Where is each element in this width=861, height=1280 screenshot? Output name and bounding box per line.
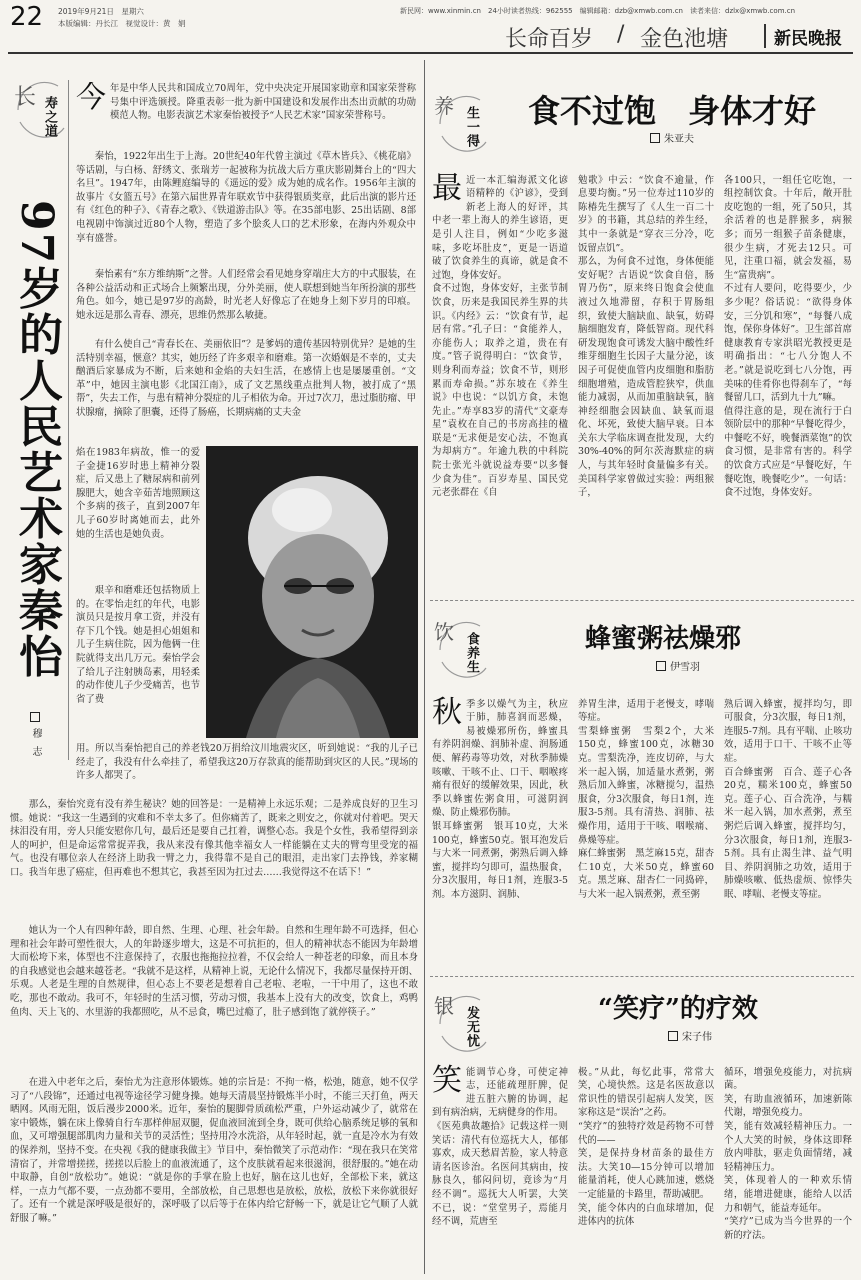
- left-side-paragraph-2: [76, 584, 200, 754]
- column-text: 勉歌》中云：“饮食不逾量，作息要均衡。”另一位寿过110岁的陈椿先生撰写了《人生一百二十岁》的书籍，其总结的养生经，其中一条就是“穿衣三分冷，吃饭留点饥”。 那么，为何食不过饱，身体便能安好呢？古语说“饮食自倍，肠胃乃伤”，原来终日饱食会使血液过久地滞留，存积于胃肠组织，致使大脑缺血、缺氧，妨碍脑细胞发育，降低智商。现代科研发现饱食可诱发大脑中酸性纤维芽细胞生长因子大量分泌，该因子可促使血管内皮细胞和脂肪细胞增殖，造成管腔狭窄，供血能力减弱，从而加重脑缺氧，脑神经细胞会因缺血、缺氧而退化、坏死，致使大脑早衰。日本关东大学临床调查批发现，大约30%-40%的阿尔茨海默症的病人，与其年轻时食量偏多有关。美国科学家曾做过实验：两组猴子，: [578, 174, 714, 499]
- left-lower-paragraph-2: [10, 798, 418, 922]
- column-name: 寿之道: [42, 96, 57, 138]
- article3-col1: [432, 1052, 568, 1274]
- portrait-photo: [206, 446, 418, 738]
- column-text: 能调节心身，可使定神志，还能疏理肝脾，促进五脏六腑的协调，起到有病治病，无病健身的作用。 《医苑典故趣拾》记载这样一则笑话：清代有位巡抚大人，郁郁寡欢，成天愁眉苦脸，家人特意请名医诊治。名医问其病由，按脉良久，郁闷问切，竟诊为“月经不调”。巡抚大人听罢，大笑不已，说：“堂堂男子，焉能月经不调，荒唐至: [432, 1066, 568, 1228]
- column-mark-health: [432, 84, 492, 164]
- column-mark-diet: [432, 610, 492, 690]
- article3-author: 宋子伟: [682, 1032, 712, 1043]
- article-title: 97岁的人民艺术家秦怡: [11, 200, 62, 680]
- paragraph-text: 她认为一个人有四种年龄，即自然、生理、心理、社会年龄。自然和生理年龄不可选择，但心理和社会年龄可塑性很大，人的年龄逐步增大，这是不可抗拒的，但人的精神状态不能因为年龄增大而松垮下来，体型也不注意保持了，衣服也拖拖拉拉着，不仅会给人一种苍老的印象，而且本身的自我感觉也会越来越苍老。“我就不是这样，从精神上说，无论什么情况下，我都尽量保持开朗、乐观。人老是生理的自然规律，但心态上不要老是想着自己老啦、老啦，一干中用了，这也不敢吃，那也不敢动。我可不，年轻时的生活习惯，劳动习惯，我基本上没有大的改变，饮食上，鸡鸭鱼肉、天上飞的、水里游的我都照吃，从不忌食，嘴巴过瘾了，肚子感到饱了就停筷子。”: [10, 925, 418, 1018]
- column-text: 养胃生津，适用于老慢支，哮喘等症。 雪梨蜂蜜粥 雪梨2个，大米150克，蜂蜜100克，冰糖30克。雪梨洗净，连皮切碎，与大米一起入锅，加适量水煮粥，粥熟后加入蜂蜜，冰糖搅匀，温热服食，分3次服食，每日1剂，连服3-5剂。具有清热、润肺、祛燥作用，适用于干咳、咽喉痛、鼻燥等症。 麻仁蜂蜜粥 黑芝麻15克，甜杏仁10克，大米50克，蜂蜜60克。黑芝麻、甜杏仁一同捣碎，与大米一起入锅煮粥，煮至粥: [578, 698, 714, 900]
- drop-cap: 秋: [432, 694, 462, 730]
- intro-text: 年是中华人民共和国成立70周年，党中央决定开展国家勋章和国家荣誉称号集中评选颁授。降重表彰一批为新中国建设和发展作出杰出贡献的功勋模范人物。电影表演艺术家秦怡被授予“人民艺术家”国家荣誉称号。: [110, 83, 416, 122]
- left-lower-paragraph-4: [10, 1076, 418, 1274]
- column-char: 饮: [434, 620, 454, 644]
- contact-line: 新民网：www.xinmin.cn 24小时读者热线：962555 编辑邮箱：dzb@xmwb.com.cn 读者来信：dzlx@xmwb.com.cn: [400, 7, 796, 15]
- author-square-icon: [656, 661, 666, 671]
- left-intro: [76, 82, 416, 136]
- section-title-right: 金色池塘: [640, 27, 729, 52]
- article3-title: “笑疗”的疗效: [598, 994, 758, 1024]
- drop-cap: 今: [76, 82, 106, 115]
- paragraph-text: 用。所以当秦怡把自己的养老钱20万捐给汶川地震灾区，听到她说：“我的儿子已经走了，我没有什么牵挂了，希望我这20万存款真的能帮助到灾区的人民。”现场的许多人都哭了。: [76, 743, 418, 782]
- article3-col3: [724, 1052, 852, 1274]
- article1-col1: [432, 160, 568, 596]
- article3-author-box: [668, 1028, 712, 1043]
- page-editors: 本版编辑：丹长江 视觉设计：黄 娟: [58, 19, 186, 28]
- column-text: 近一本汇编海派文化谚语精粹的《沪谚》，受到新老上海人的好评，其中老一辈上海人的养生谚语，更是引人注目，例如“少吃多滋味，多吃坏肚皮”，更是一语道破了饮食养生的真谛，就是食不过饱，身体安好。 食不过饱，身体安好，主张节制饮食，历来是我国民养生界的共识。《内经》云：“饮食有节，起居有常。”孔子曰：“食能养人，亦能伤人；取养之道，贵在有度。”管子说得明白：“饮食节，则身利而寿益；饮食不节，则形累而寿命损。”苏东坡在《养生说》中也说：“以饥方食，未饱先止。”寿享83岁的清代“文豪寿星”袁枚在自己的书房高挂的楹联是“无求便是安心法，不饱真为却病方”。年逾九秩的中科院院士张光斗就说益寿要“以多餐少食为佳”。百岁寿星、国民党元老张群在《自: [432, 174, 568, 499]
- article1-author: 朱亚夫: [664, 134, 694, 145]
- article1-title: 食不过饱 身体才好: [528, 92, 817, 130]
- article3-col2: [578, 1052, 714, 1274]
- column-text: 极。”从此，每忆此事，常常大笑，心境快然。这是名医故意以常识性的错误引起病人发笑，医家称这是“误治”之药。 “笑疗”的独特疗效是药物不可替代的—— 笑，是保持身材苗条的最佳方法。大笑10—15分钟可以增加能量消耗，使人心跳加速，燃烧一定能量的卡路里，帮助减肥。 笑，能令体内的白血球增加，促进体内的抗体: [578, 1066, 714, 1228]
- masthead-divider: [764, 24, 766, 48]
- article2-divider: [430, 976, 854, 977]
- left-paragraph-3: [76, 338, 416, 444]
- center-column-rule: [424, 60, 425, 1274]
- column-name: 生一得: [464, 106, 479, 148]
- author-square-icon: [30, 712, 40, 722]
- drop-cap: 笑: [432, 1062, 462, 1098]
- article-author: 穆志: [30, 728, 41, 764]
- drop-cap: 最: [432, 170, 462, 206]
- issue-date: 2019年9月21日 星期六: [58, 7, 144, 16]
- left-lower-paragraph-1: [76, 742, 418, 790]
- paragraph-text: 在进入中老年之后，秦怡尤为注意形体锻炼。她的宗旨是：不拘一格，松弛，随意，她不仅学习了“八段锦”，还通过电视等途径学习健身操。她每天清晨坚持锻炼半小时，不能三天打鱼，两天晒网。风雨无阻，饭后漫步2000米。近年，秦怡的腿脚骨质疏松严重，户外运动减少了，就常在家中锻炼，躺在床上像骑自行车那样伸屈双腿，促血液回流到全身，既可供给心脑系统足够的氧和血，又可增强腿部肌肉力量和关节的灵活性；坚持用冷水洗浴，从年轻时起，就一直是冷水为有效的保养剂，坚持不变。在央视《我的健康我做主》节目中，秦怡微笑了示范动作：“现在我只在笑常清宿了，并常增搓搓，搓搓以后脸上的血液流通了，这个皮肤就看起来很滋润，很舒服的。”她在动中取静，自创“放松功”。她说：“就是你的手掌在脸上也好，脑在这儿也好，全部松下来，就这样，一点力气都不要，一点劲都不要用，全部放松，自己思想也是放松，放松，放松下来你就很好了。还有一个就是深呼吸是很好的，深呼吸了以后等于在体内给它舒畅一下，就是让它气顺了人就舒服了嘛。”: [10, 1077, 418, 1224]
- article2-author: 伊雪羽: [670, 662, 700, 673]
- column-mark-longevity: [10, 70, 70, 150]
- section-title-left: 长命百岁: [505, 27, 594, 52]
- paragraph-text: 焰在1983年病故，惟一的爱子金捷16岁时患上精神分裂症，后又患上了糖尿病和前列腺肥大，她含辛茹苦地照顾这个多病的孩子，直到2007年儿子60岁时离她而去，此外她的生活也是她负责。: [76, 447, 200, 540]
- column-char: 长: [14, 85, 37, 110]
- portrait-photo-icon: [206, 446, 418, 738]
- article2-author-box: [656, 658, 700, 673]
- header-rule: [8, 52, 853, 54]
- column-text: 季多以燥气为主，秋应于肺，肺喜润而恶燥，易被燥邪所伤，蜂蜜具有养阴润燥、润肺补虚、润肠通便、解药毒等功效，对秋季肺燥咳嗽、干咳不止、口干、咽喉疼痛有很好的缓解效果，因此，秋季以蜂蜜佐粥食用，可滋阴润燥、防止燥邪伤肺。 银耳蜂蜜粥 银耳10克，大米100克，蜂蜜50克。银耳泡发后与大米一同煮粥，粥熟后调入蜂蜜，搅拌均匀即可，温热服食，分3次服用，每日1剂，连服3-5剂。本方滋阴、润肺、: [432, 698, 568, 900]
- paragraph-text: 秦怡素有“东方维纳斯”之誉。人们经常会看见她身穿端庄大方的中式服装，在各种公益活动和正式场合上频繁出现，分外美丽，使人联想到她当年所扮演的那些角色。如今，她已是97岁的高龄，时光老人好像忘了在她身上刻下岁月的印痕。她永远是那么青春、漂亮，思维仍然那么敏捷。: [76, 269, 416, 321]
- paragraph-text: 秦怡，1922年出生于上海。20世纪40年代曾主演过《草木皆兵》、《桃花扇》等话剧，与白杨、舒绣文、张瑞芳一起被称为抗战大后方重庆影剧舞台上的“四大名旦”。1947年，由陈鲤庭编导的《遥远的爱》成为她的成名作。1956年主演的故事片《女篮五号》在第六届世界青年联欢节中获得银质奖章，此后出演的影片还有《红色的种子》、《青春之歌》、《铁道游击队》等。在35部电影、25出话剧、8部电视剧中饰演过近80个人物，塑造了多个脍炙人口的艺术形象，在海内外观众中享有盛誉。: [76, 151, 416, 244]
- page-number: 22: [10, 2, 44, 32]
- column-name: 发无忧: [464, 1006, 479, 1048]
- left-paragraph-2: [76, 268, 416, 336]
- left-side-paragraph-1: [76, 446, 200, 582]
- author-square-icon: [668, 1031, 678, 1041]
- section-slash: /: [617, 22, 625, 47]
- newspaper-masthead: 新民晚报: [774, 29, 842, 49]
- article2-title: 蜂蜜粥祛燥邪: [585, 624, 742, 654]
- column-text: 各100只，一组任它吃饱，一组控制饮食。十年后，敞开肚皮吃饱的一组，死了50只，其余活着的也是胖猴多，病猴多；而另一组猴子苗条健康，很少生病，才死去12只。可见，注重口福，就会发福，易生“富贵病”。 不过有人要问，吃得要少，少多少呢？俗话说：“欲得身体安，三分饥和寒”，“每餐八成饱，保你身体好”。卫生部首席健康教育专家洪昭光教授更是明确指出：“七八分饱人不老。”就是说吃到七八分饱，再美味的佳肴你也得刹车了，“每餐留几口，活到九十九”嘛。 值得注意的是，现在流行于白领阶层中的那种“早餐吃得少，中餐吃不好，晚餐酒菜饱”的饮食习惯，是非常有害的。科学的饮食方式应是“早餐吃好，午餐吃饱，晚餐吃少”。一句话：食不过饱，身体安好。: [724, 174, 852, 499]
- article1-col2: [578, 160, 714, 596]
- author-square-icon: [650, 133, 660, 143]
- article2-col3: [724, 684, 852, 974]
- column-text: 熟后调入蜂蜜，搅拌均匀，即可服食，分3次服，每日1剂，连服5-7剂。具有平喘、止咳功效，适用于口干、干咳不止等症。 百合蜂蜜粥 百合、莲子心各20克，糯米100克，蜂蜜50克。莲子心、百合洗净，与糯米一起入锅，加水煮粥，煮至粥烂后调入蜂蜜，搅拌均匀，分3次服食，每日1剂，连服3-5剂。具有止渴生津、益气明目、养阴润肺之功效，适用于肺燥咳嗽、低热虚烦、惊悸失眠、哮喘、老慢支等症。: [724, 698, 852, 900]
- left-paragraph-1: [76, 150, 416, 266]
- article2-col1: [432, 684, 568, 974]
- paragraph-text: 艰辛和磨难还包括物质上的。在零怡走红的年代，电影演员只是按月拿工资，并没有存下几个钱。她是担心姐姐和儿子生病住院，因为他俩一住院就得支出几万元。秦怡学会了给儿子注射胰岛素，用轻柔的动作使儿子少受痛苦，也节省了费: [76, 585, 200, 705]
- paragraph-text: 那么，秦怡究竟有没有养生秘诀？她的回答是：一是精神上永远乐观；二是养成良好的卫生习惯。她说：“我这一生遇到的灾难和不幸太多了。但你痛苦了，既来之则安之，你就对付着吧。哭天抹泪没有用，旁人只能安慰你几句，最后还是要自己扛着，调整心态。我是个女性，我希望得到亲人的呵护，但是命运常常捉弄我，我从来没有像其他幸福女人一样能躺在丈夫的臂弯里受宠的福气。也没有哪位亲人在经济上助我一臂之力，我得靠不是自己的眼泪，走出家门去挣钱，养家糊口。我当年患了癌症，但再难也不想其它，我甚至因为扛过去……我觉得这不在话下！”: [10, 799, 418, 878]
- article1-author-box: [650, 130, 694, 145]
- column-char: 养: [434, 94, 454, 118]
- left-lower-paragraph-3: [10, 924, 418, 1074]
- article1-divider: [430, 600, 854, 601]
- column-text: 循环，增强免疫能力，对抗病菌。 笑，有助血液循环，加速新陈代谢，增强免疫力。 笑，能有效减轻精神压力。一个人大笑的时候，身体这即释放内啡肽，驱走负面情绪，减轻精神压力。 笑，体现着人的一种欢乐情绪，能增进健康，能给人以活力和朝气，能益寿延年。 “笑疗”已成为当今世界的一个新的疗法。: [724, 1066, 852, 1241]
- column-name: 食养生: [464, 632, 479, 674]
- paragraph-text: 有什么使自己“青春长在、美丽依旧”？是爹妈的遗传基因特别优异？是她的生活特别幸福，惬意？其实，她历经了许多艰辛和磨难。第一次婚姻是不幸的，丈夫酗酒后家暴成为不断，后来她和金焰的夫妇生活，在感情上也是屡屡重创。“文革”中，她因主演电影《北国江南》，成了文艺黑线重点批判人物，被打成了“黑帮”，失去工作，与患有精神分裂症的儿子相依为命。开过7次刀，患过脂肪瘤、甲状腺瘤，摘除了胆囊，还得了肠癌，长期病痛的丈夫金: [76, 339, 416, 418]
- column-char: 银: [434, 994, 454, 1018]
- article1-col3: [724, 160, 852, 596]
- article2-col2: [578, 684, 714, 974]
- left-title-rule: [68, 80, 69, 760]
